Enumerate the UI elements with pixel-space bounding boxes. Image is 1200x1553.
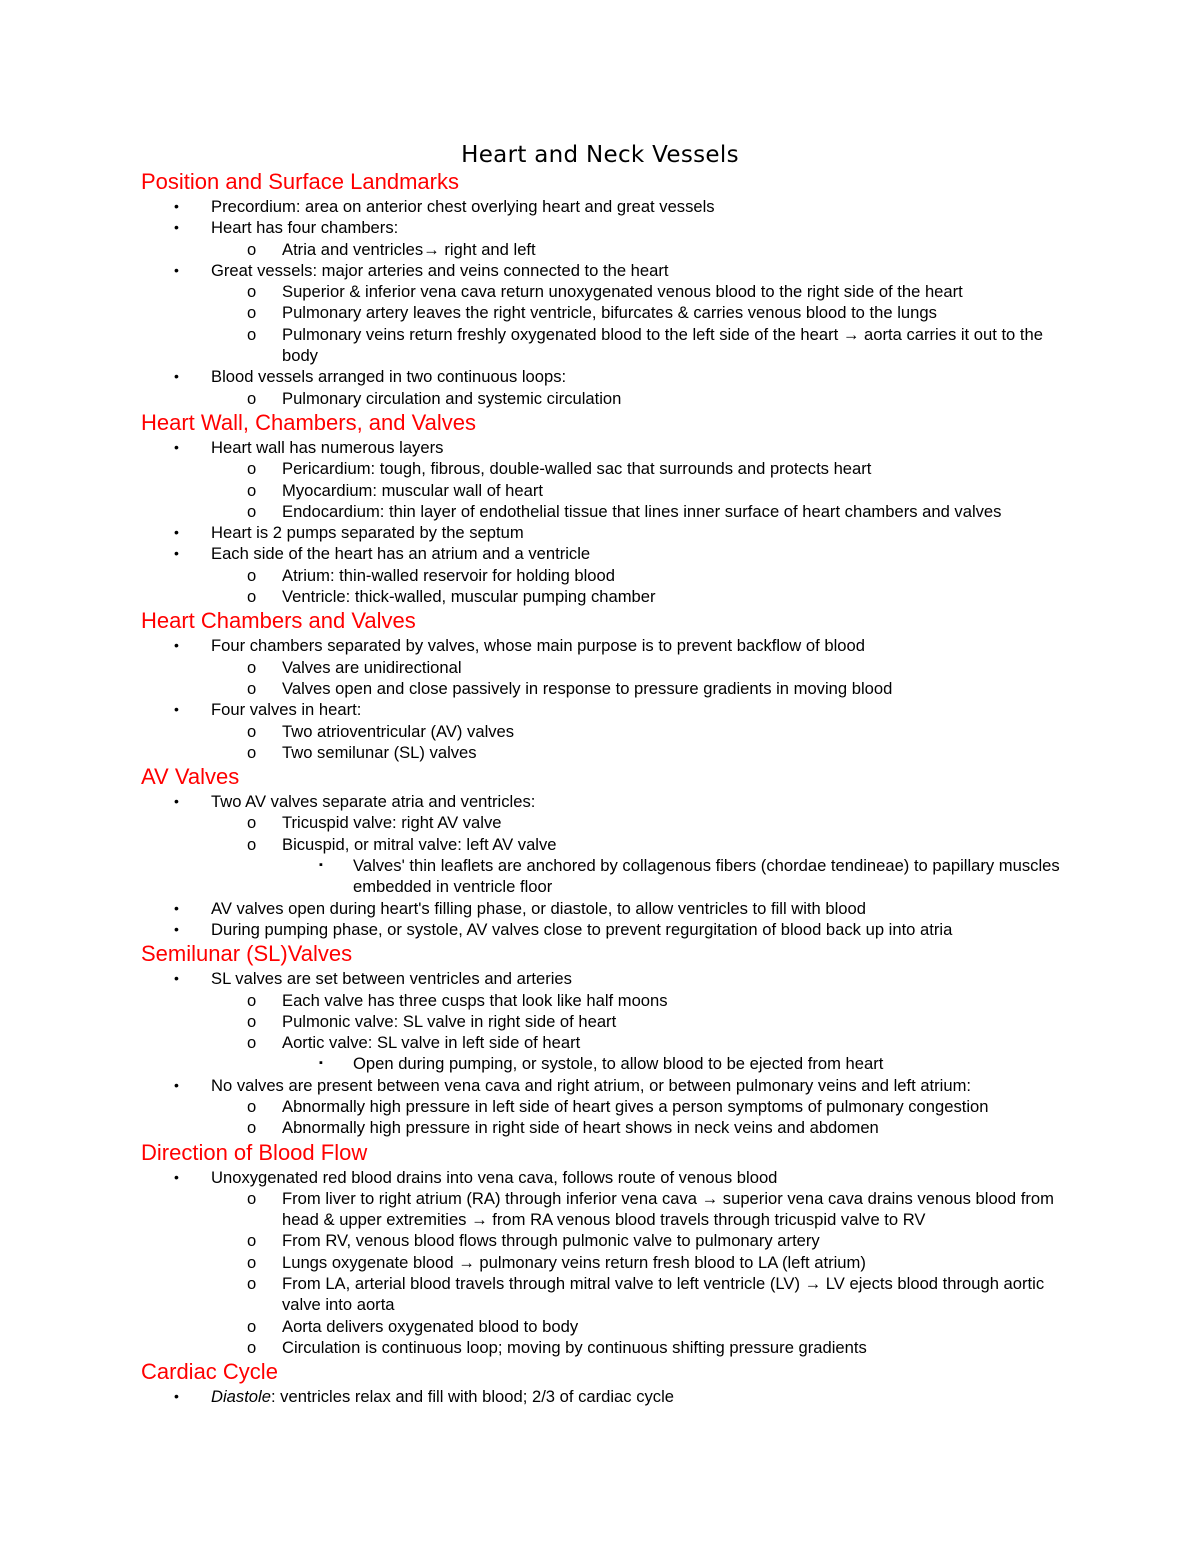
list-item-level-2 [141,812,1071,833]
bullet-icon: • [174,701,179,718]
list-item-level-2 [141,388,1071,409]
section [141,409,1071,607]
section-heading: Cardiac Cycle [141,1359,278,1385]
list-item-level-3 [141,1053,1071,1074]
list-item-level-2 [141,239,1071,260]
list-item-level-2 [141,480,1071,501]
list-item-level-2 [141,1230,1071,1251]
list-item-level-1 [141,366,1071,387]
list-item-level-1 [141,791,1071,812]
circle-bullet-icon: o [247,1274,257,1294]
bullet-icon: • [174,198,179,214]
list-item-text: Precordium: area on anterior chest overlying heart and great vessels [211,197,715,216]
circle-bullet-icon: o [247,239,257,259]
list-item-level-1 [141,543,1071,564]
section-heading: Heart Wall, Chambers, and Valves [141,409,477,435]
bullet-icon: • [174,793,179,810]
list-item-text: No valves are present between vena cava and right atrium, or between pulmonary veins and left atrium: [211,1075,972,1095]
list-item-text: AV valves open during heart's filling phase, or diastole, to allow ventricles to fill with blood [211,898,866,918]
section-heading: AV Valves [141,764,240,790]
list-item-level-2 [141,834,1071,855]
list-item-text: Abnormally high pressure in left side of heart gives a person symptoms of pulmonary congestion [282,1096,989,1116]
circle-bullet-icon: o [247,1033,257,1053]
bullet-icon: • [174,524,179,541]
circle-bullet-icon: o [247,480,257,500]
circle-bullet-icon: o [247,1337,257,1357]
list-item-level-2 [141,281,1071,302]
section-heading: Direction of Blood Flow [141,1139,368,1165]
list-item-level-2 [141,324,1071,367]
list-item-text: : ventricles relax and fill with blood; 2/3 of cardiac cycle [270,1387,674,1407]
list-item-text: Heart is 2 pumps separated by the septum [211,523,524,543]
list-item-text: Valves' thin leaflets are anchored by collagenous fibers (chordae tendineae) to papillary muscles embedded in ventricle floor [353,856,1060,897]
list-item-level-1 [141,1386,1071,1407]
bullet-icon: • [174,1388,179,1405]
list-item-level-2 [141,1032,1071,1053]
list-item-level-2 [141,458,1071,479]
list-item-text: Tricuspid valve: right AV valve [282,813,502,833]
list-item-level-1 [141,1075,1071,1096]
list-item-text: Lungs oxygenate blood → pulmonary veins return fresh blood to LA (left atrium) [282,1252,866,1272]
bullet-icon: • [174,545,179,562]
list-item-text: SL valves are set between ventricles and arteries [211,969,572,989]
list-item-level-2 [141,1188,1071,1231]
list-item-text: Endocardium: thin layer of endothelial tissue that lines inner surface of heart chambers and valves [282,501,1002,521]
section [141,168,1071,409]
square-bullet-icon: ▪ [319,1057,323,1070]
list-item-text: From liver to right atrium (RA) through inferior vena cava → superior vena cava drains venous blood from head & upper extremities → from RA venous blood travels through tricuspid valve to RV [282,1188,1054,1230]
list-item-text: Four chambers separated by valves, whose main purpose is to prevent backflow of blood [211,636,865,656]
list-item-text: Pulmonic valve: SL valve in right side of heart [282,1011,617,1031]
list-item-level-2 [141,1316,1071,1337]
list-item-level-2 [141,1011,1071,1032]
list-item-text: Heart has four chambers: [211,218,399,238]
list-item-text: Each valve has three cusps that look like half moons [282,990,668,1010]
list-item-text: Aorta delivers oxygenated blood to body [282,1316,579,1336]
list-item-text: Circulation is continuous loop; moving by continuous shifting pressure gradients [282,1337,867,1357]
list-item-text: Blood vessels arranged in two continuous loops: [211,367,567,387]
list-item-level-2 [141,1337,1071,1358]
list-item-level-2 [141,565,1071,586]
bullet-icon: • [174,438,179,455]
circle-bullet-icon: o [247,1316,257,1336]
list-item-text: Atrium: thin-walled reservoir for holding blood [282,565,615,585]
section [141,763,1071,940]
list-item-text: Abnormally high pressure in right side of heart shows in neck veins and abdomen [282,1118,879,1138]
list-item-level-2 [141,302,1071,323]
circle-bullet-icon: o [247,1252,257,1272]
bullet-icon: • [174,970,179,987]
list-item-text: Two atrioventricular (AV) valves [282,721,515,741]
circle-bullet-icon: o [247,1188,257,1208]
circle-bullet-icon: o [247,501,257,521]
italic-term: Diastole [211,1387,271,1407]
list-item-text: Superior & inferior vena cava return unoxygenated venous blood to the right side of the heart [282,282,963,302]
list-item-level-2 [141,742,1071,763]
circle-bullet-icon: o [247,678,257,698]
list-item-level-1 [141,898,1071,919]
document-title: Heart and Neck Vessels [461,142,739,168]
list-item-text: Pulmonary veins return freshly oxygenated blood to the left side of the heart → aorta carries it out to the body [282,324,1043,366]
list-item-text: Pulmonary artery leaves the right ventricle, bifurcates & carries venous blood to the lungs [282,303,937,323]
list-item-text: Aortic valve: SL valve in left side of heart [282,1033,581,1053]
list-item-text: Two semilunar (SL) valves [282,742,477,762]
section [141,940,1071,1138]
list-item-text: Pulmonary circulation and systemic circulation [282,388,622,408]
circle-bullet-icon: o [247,1011,257,1031]
list-item-level-1 [141,217,1071,238]
list-item-level-1 [141,919,1071,940]
list-item-text: Four valves in heart: [211,700,362,720]
circle-bullet-icon: o [247,721,257,741]
list-item-text: From RV, venous blood flows through pulmonic valve to pulmonary artery [282,1231,820,1251]
list-item-text: Two AV valves separate atria and ventricles: [211,792,536,812]
list-item-text: Atria and ventricles→ right and left [282,239,536,259]
circle-bullet-icon: o [247,990,257,1010]
list-item-level-3 [141,855,1071,898]
square-bullet-icon: ▪ [319,859,323,872]
document-body [141,168,1071,1408]
circle-bullet-icon: o [247,324,257,344]
list-item-level-1 [141,699,1071,720]
list-item-level-2 [141,657,1071,678]
list-item-text: Pericardium: tough, fibrous, double-walled sac that surrounds and protects heart [282,459,872,479]
list-item-level-2 [141,721,1071,742]
section-heading: Heart Chambers and Valves [141,608,416,634]
circle-bullet-icon: o [247,459,257,479]
list-item-text: From LA, arterial blood travels through mitral valve to left ventricle (LV) → LV ejects blood through aortic valve into aorta [282,1274,1045,1315]
list-item-level-1 [141,968,1071,989]
list-item-text: Heart wall has numerous layers [211,437,444,457]
list-item-text: Myocardium: muscular wall of heart [282,480,543,500]
list-item-level-2 [141,990,1071,1011]
section [141,1358,1071,1407]
list-item-level-1 [141,437,1071,458]
bullet-icon: • [174,219,179,236]
circle-bullet-icon: o [247,1231,257,1251]
circle-bullet-icon: o [247,565,257,585]
circle-bullet-icon: o [247,388,257,408]
circle-bullet-icon: o [247,282,257,302]
bullet-icon: • [174,368,179,385]
circle-bullet-icon: o [247,303,257,323]
section-heading: Semilunar (SL)Valves [141,941,353,967]
list-item-text: Each side of the heart has an atrium and a ventricle [211,544,591,564]
list-item-level-2 [141,586,1071,607]
bullet-icon: • [174,261,179,278]
section [141,1139,1071,1359]
list-item-text: Unoxygenated red blood drains into vena cava, follows route of venous blood [211,1167,778,1187]
bullet-icon: • [174,1168,179,1185]
list-item-text: Valves are unidirectional [282,657,462,677]
circle-bullet-icon: o [247,587,257,607]
list-item-level-2 [141,678,1071,699]
list-item-text: Bicuspid, or mitral valve: left AV valve [282,834,557,854]
list-item-level-1 [141,196,1071,217]
list-item-level-2 [141,1252,1071,1273]
list-item-level-2 [141,1117,1071,1138]
list-item-level-1 [141,635,1071,656]
section [141,607,1071,763]
bullet-icon: • [174,637,179,654]
list-item-text: Open during pumping, or systole, to allow blood to be ejected from heart [353,1054,884,1074]
list-item-level-2 [141,1273,1071,1316]
list-item-level-1 [141,260,1071,281]
bullet-icon: • [174,1076,179,1093]
circle-bullet-icon: o [247,813,257,833]
circle-bullet-icon: o [247,1096,257,1116]
circle-bullet-icon: o [247,834,257,854]
bullet-icon: • [174,899,179,916]
circle-bullet-icon: o [247,742,257,762]
list-item-text: Ventricle: thick-walled, muscular pumping chamber [282,587,656,607]
list-item-text: During pumping phase, or systole, AV valves close to prevent regurgitation of blood back up into atria [211,919,953,939]
list-item-text: Valves open and close passively in response to pressure gradients in moving blood [282,678,893,698]
list-item-level-2 [141,501,1071,522]
list-item-text: Great vessels: major arteries and veins connected to the heart [211,260,669,280]
list-item-level-2 [141,1096,1071,1117]
list-item-level-1 [141,522,1071,543]
circle-bullet-icon: o [247,657,257,677]
section-heading: Position and Surface Landmarks [141,169,459,194]
circle-bullet-icon: o [247,1118,257,1138]
bullet-icon: • [174,920,179,937]
list-item-level-1 [141,1167,1071,1188]
